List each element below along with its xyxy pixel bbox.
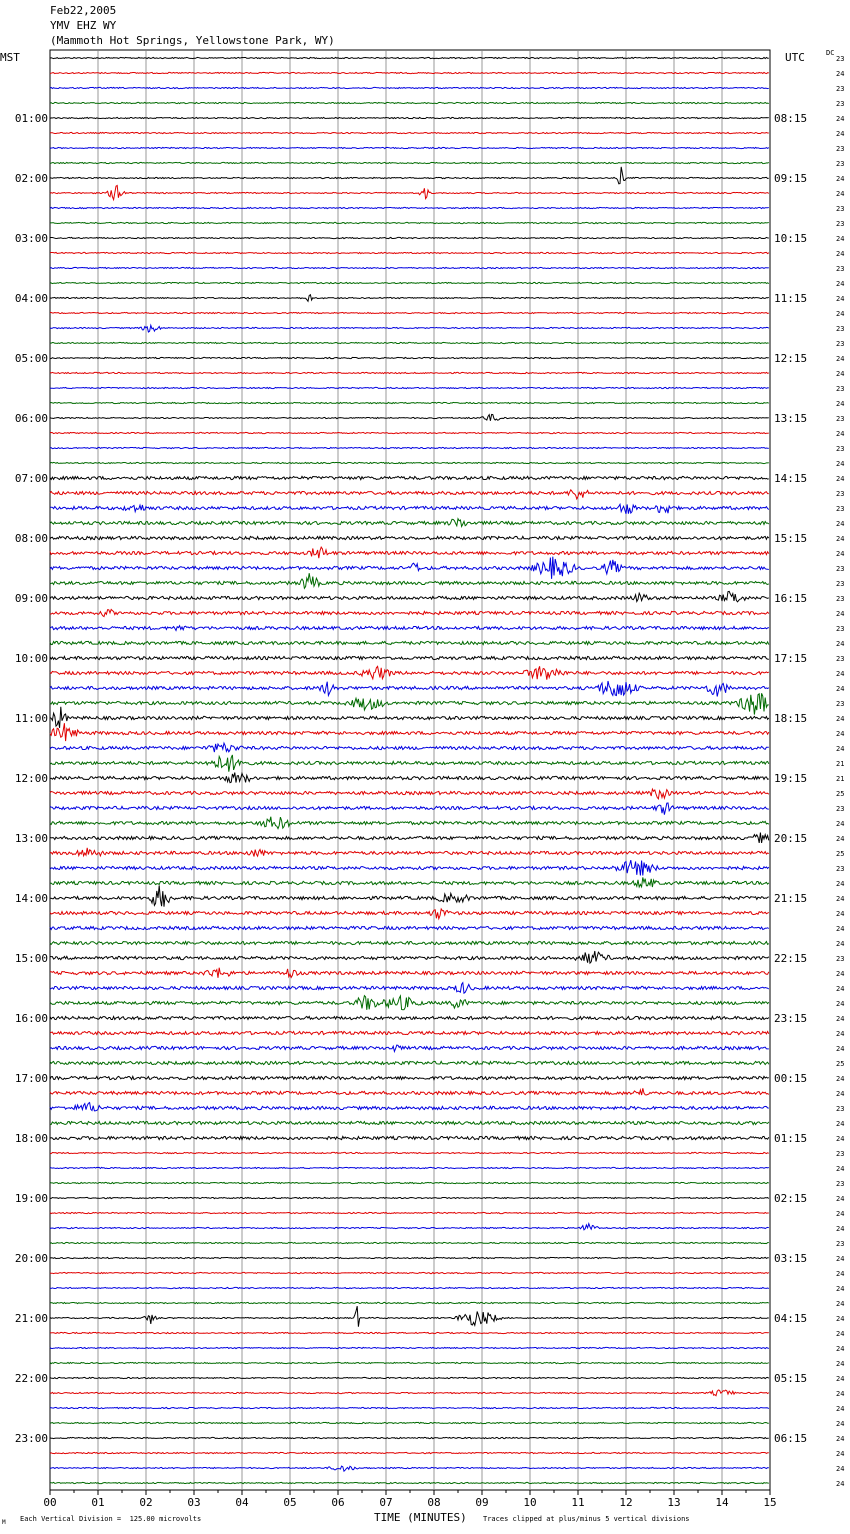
dc-value: 24 [836,745,845,753]
dc-value: 23 [836,55,845,63]
dc-value: 23 [836,955,845,963]
dc-value: 23 [836,1240,845,1248]
seismic-trace [50,252,769,253]
dc-value: 24 [836,1120,845,1128]
seismic-trace [50,926,769,929]
seismic-trace [50,1332,769,1333]
seismic-trace [50,996,769,1010]
dc-value: 24 [836,1195,845,1203]
seismic-trace [50,1407,769,1408]
dc-value: 24 [836,730,845,738]
right-hour-label: 08:15 [774,112,808,125]
left-hour-label: 01:00 [14,112,48,125]
right-hour-label: 21:15 [774,892,808,905]
seismic-trace [50,132,769,133]
dc-value: 25 [836,790,845,798]
dc-value: 23 [836,1180,845,1188]
seismic-trace [50,1377,769,1378]
left-hour-label: 07:00 [14,472,48,485]
seismic-trace [50,877,769,887]
seismic-trace [50,1121,769,1124]
seismic-trace [50,1452,769,1453]
dc-value: 24 [836,640,845,648]
dc-value: 21 [836,760,845,768]
x-tick-label: 14 [715,1496,729,1509]
seismic-trace [50,983,769,994]
seismic-trace [50,557,769,579]
seismic-trace [50,848,769,857]
right-hour-label: 12:15 [774,352,808,365]
seismic-trace [50,1045,769,1051]
seismic-trace [50,693,769,714]
dc-value: 24 [836,1045,845,1053]
seismic-trace [50,1061,769,1064]
x-tick-label: 11 [571,1496,585,1509]
seismic-trace [50,295,769,302]
seismic-trace [50,237,769,238]
seismic-trace [50,817,769,829]
seismic-trace [50,773,769,783]
seismic-trace [50,102,769,103]
dc-value: 24 [836,670,845,678]
seismic-trace [50,1197,769,1198]
chart-date: Feb22,2005 [50,4,117,17]
dc-value: 24 [836,280,845,288]
x-tick-label: 05 [283,1496,297,1509]
seismic-trace [50,885,769,906]
dc-value: 24 [836,820,845,828]
seismic-trace [50,162,769,163]
right-hour-label: 22:15 [774,952,808,965]
dc-value: 23 [836,385,845,393]
dc-value: 24 [836,1435,845,1443]
seismic-trace [50,909,769,919]
right-hour-label: 00:15 [774,1072,808,1085]
x-tick-label: 09 [475,1496,489,1509]
left-hour-label: 09:00 [14,592,48,605]
dc-value: 24 [836,115,845,123]
seismic-trace [50,462,769,463]
dc-value: 23 [836,505,845,513]
dc-value: 23 [836,580,845,588]
x-tick-label: 13 [667,1496,681,1509]
dc-value: 23 [836,205,845,213]
left-hour-label: 08:00 [14,532,48,545]
left-timezone-label: MST [0,51,20,64]
dc-value: 24 [836,370,845,378]
left-hour-label: 22:00 [14,1372,48,1385]
dc-value: 24 [836,985,845,993]
dc-value: 24 [836,880,845,888]
dc-value: 24 [836,970,845,978]
plot-frame [50,50,770,1490]
right-timezone-label: UTC [785,51,805,64]
dc-value: 24 [836,130,845,138]
x-tick-label: 00 [43,1496,57,1509]
seismic-trace [50,72,769,73]
x-tick-label: 08 [427,1496,441,1509]
seismic-trace [50,1272,769,1273]
dc-value: 23 [836,625,845,633]
dc-value: 24 [836,1480,845,1488]
x-tick-label: 15 [763,1496,777,1509]
dc-value: 24 [836,1420,845,1428]
dc-value: 24 [836,250,845,258]
dc-value: 24 [836,910,845,918]
x-tick-label: 04 [235,1496,249,1509]
dc-value: 24 [836,355,845,363]
right-hour-label: 15:15 [774,532,808,545]
seismic-trace [50,1390,769,1396]
dc-value: 24 [836,1030,845,1038]
left-hour-label: 10:00 [14,652,48,665]
dc-value: 24 [836,175,845,183]
seismic-trace [50,641,769,644]
dc-value: 24 [836,1015,845,1023]
x-axis-title: TIME (MINUTES) [374,1511,467,1524]
seismic-trace [50,87,769,88]
seismic-trace [50,951,769,963]
left-hour-label: 20:00 [14,1252,48,1265]
seismic-trace [50,755,769,772]
x-tick-label: 06 [331,1496,345,1509]
dc-value: 24 [836,190,845,198]
seismic-trace [50,536,769,539]
seismic-trace [50,117,769,118]
seismic-trace [50,591,769,601]
seismic-trace [50,707,769,728]
seismic-trace [50,1182,769,1183]
dc-value: 24 [836,550,845,558]
dc-value: 24 [836,1300,845,1308]
dc-value: 23 [836,415,845,423]
left-hour-label: 03:00 [14,232,48,245]
left-hour-label: 04:00 [14,292,48,305]
dc-value: 24 [836,835,845,843]
seismic-trace [50,1482,769,1483]
seismic-trace [50,1306,769,1327]
seismic-trace [50,267,769,268]
dc-value: 24 [836,1285,845,1293]
seismic-trace [50,666,769,679]
dc-value: 23 [836,340,845,348]
seismic-trace [50,860,769,875]
seismic-trace [50,968,769,978]
seismic-trace [50,387,769,388]
dc-value: 23 [836,865,845,873]
left-hour-label: 11:00 [14,712,48,725]
right-hour-label: 03:15 [774,1252,808,1265]
x-tick-label: 03 [187,1496,201,1509]
seismic-trace [50,1016,769,1019]
dc-value: 24 [836,1255,845,1263]
left-hour-label: 15:00 [14,952,48,965]
right-hour-label: 20:15 [774,832,808,845]
seismic-trace [50,1287,769,1288]
dc-value: 24 [836,1210,845,1218]
x-tick-label: 10 [523,1496,537,1509]
seismic-trace [50,490,769,499]
dc-value: 23 [836,1105,845,1113]
seismic-trace [50,723,769,741]
left-hour-label: 02:00 [14,172,48,185]
seismic-trace [50,789,769,799]
right-hour-label: 19:15 [774,772,808,785]
dc-value: 24 [836,1465,845,1473]
right-hour-label: 01:15 [774,1132,808,1145]
seismic-trace [50,1167,769,1168]
seismic-trace [50,656,769,659]
dc-value: 24 [836,1270,845,1278]
dc-value: 23 [836,805,845,813]
dc-column-label: DC [826,49,835,57]
seismic-trace [50,504,769,514]
seismic-trace [50,519,769,527]
seismic-trace [50,402,769,403]
dc-value: 23 [836,265,845,273]
seismic-trace [50,282,769,283]
right-hour-label: 14:15 [774,472,808,485]
seismic-trace [50,743,769,752]
seismic-trace [50,1031,769,1034]
seismic-trace [50,1257,769,1258]
left-hour-label: 19:00 [14,1192,48,1205]
seismic-trace [50,414,769,420]
station-code: YMV EHZ WY [50,19,117,32]
right-hour-label: 17:15 [774,652,808,665]
dc-value: 23 [836,100,845,108]
seismic-trace [50,833,769,843]
right-hour-label: 23:15 [774,1012,808,1025]
right-hour-label: 16:15 [774,592,808,605]
seismic-trace [50,626,769,631]
dc-value: 23 [836,595,845,603]
dc-value: 23 [836,445,845,453]
dc-value: 24 [836,715,845,723]
dc-value: 24 [836,1375,845,1383]
right-hour-label: 06:15 [774,1432,808,1445]
dc-value: 24 [836,610,845,618]
seismic-trace [50,1224,769,1230]
left-hour-label: 17:00 [14,1072,48,1085]
dc-value: 23 [836,85,845,93]
dc-value: 24 [836,925,845,933]
dc-value: 24 [836,400,845,408]
seismic-trace [50,1422,769,1423]
dc-value: 24 [836,1450,845,1458]
right-hour-label: 10:15 [774,232,808,245]
seismic-trace [50,1242,769,1243]
right-hour-label: 18:15 [774,712,808,725]
dc-value: 24 [836,460,845,468]
seismic-trace [50,1152,769,1153]
dc-value: 24 [836,535,845,543]
dc-value: 24 [836,310,845,318]
dc-value: 24 [836,475,845,483]
seismic-trace [50,312,769,313]
x-tick-label: 07 [379,1496,393,1509]
left-hour-label: 14:00 [14,892,48,905]
seismic-trace [50,147,769,148]
left-hour-label: 12:00 [14,772,48,785]
dc-value: 24 [836,1330,845,1338]
right-hour-label: 04:15 [774,1312,808,1325]
dc-value: 24 [836,70,845,78]
seismic-trace [50,1103,769,1111]
dc-value: 23 [836,565,845,573]
right-hour-label: 13:15 [774,412,808,425]
seismic-trace [50,372,769,373]
seismic-trace [50,1437,769,1438]
x-tick-label: 02 [139,1496,153,1509]
scale-note: Each Vertical Division = 125.00 microvolts [20,1515,202,1523]
seismic-trace [50,1076,769,1079]
dc-value: 24 [836,235,845,243]
dc-value: 24 [836,430,845,438]
left-hour-label: 23:00 [14,1432,48,1445]
seismic-trace [50,573,769,588]
seismic-trace [50,1088,769,1095]
seismic-trace [50,1136,769,1139]
dc-value: 23 [836,325,845,333]
seismic-trace [50,547,769,558]
seismic-trace [50,1466,769,1471]
seismic-trace [50,1347,769,1348]
seismic-trace [50,803,769,815]
dc-value: 23 [836,145,845,153]
dc-value: 23 [836,700,845,708]
dc-value: 24 [836,1225,845,1233]
seismic-trace [50,167,769,184]
seismic-trace [50,609,769,616]
dc-value: 24 [836,1075,845,1083]
dc-value: 23 [836,490,845,498]
seismic-trace [50,357,769,358]
seismic-trace [50,447,769,448]
dc-value: 24 [836,1360,845,1368]
left-hour-label: 05:00 [14,352,48,365]
seismic-trace [50,207,769,208]
right-hour-label: 11:15 [774,292,808,305]
seismic-trace [50,681,769,697]
left-hour-label: 21:00 [14,1312,48,1325]
seismic-trace [50,325,769,332]
left-hour-label: 06:00 [14,412,48,425]
right-hour-label: 09:15 [774,172,808,185]
x-tick-label: 01 [91,1496,105,1509]
dc-value: 23 [836,220,845,228]
seismic-trace [50,432,769,433]
dc-value: 25 [836,1060,845,1068]
seismic-trace [50,186,769,200]
dc-value: 24 [836,895,845,903]
dc-value: 24 [836,685,845,693]
dc-value: 24 [836,1315,845,1323]
seismic-trace [50,342,769,343]
left-hour-label: 16:00 [14,1012,48,1025]
dc-value: 24 [836,1090,845,1098]
clip-note: Traces clipped at plus/minus 5 vertical divisions [483,1515,690,1523]
dc-value: 23 [836,1150,845,1158]
seismic-trace [50,1302,769,1303]
station-location: (Mammoth Hot Springs, Yellowstone Park, WY) [50,34,335,47]
dc-value: 24 [836,1390,845,1398]
dc-value: 24 [836,295,845,303]
seismic-trace [50,57,769,58]
dc-value: 24 [836,1405,845,1413]
left-hour-label: 18:00 [14,1132,48,1145]
dc-value: 24 [836,1000,845,1008]
seismic-trace [50,1212,769,1213]
corner-mark: M [2,1519,6,1526]
right-hour-label: 02:15 [774,1192,808,1205]
dc-value: 23 [836,655,845,663]
seismic-trace [50,222,769,223]
dc-value: 24 [836,1165,845,1173]
left-hour-label: 13:00 [14,832,48,845]
dc-value: 23 [836,160,845,168]
right-hour-label: 05:15 [774,1372,808,1385]
seismic-trace [50,476,769,479]
seismic-trace [50,1362,769,1363]
dc-value: 24 [836,1135,845,1143]
dc-value: 24 [836,1345,845,1353]
dc-value: 24 [836,520,845,528]
dc-value: 25 [836,850,845,858]
x-tick-label: 12 [619,1496,633,1509]
dc-value: 21 [836,775,845,783]
dc-value: 24 [836,940,845,948]
seismic-trace [50,941,769,944]
